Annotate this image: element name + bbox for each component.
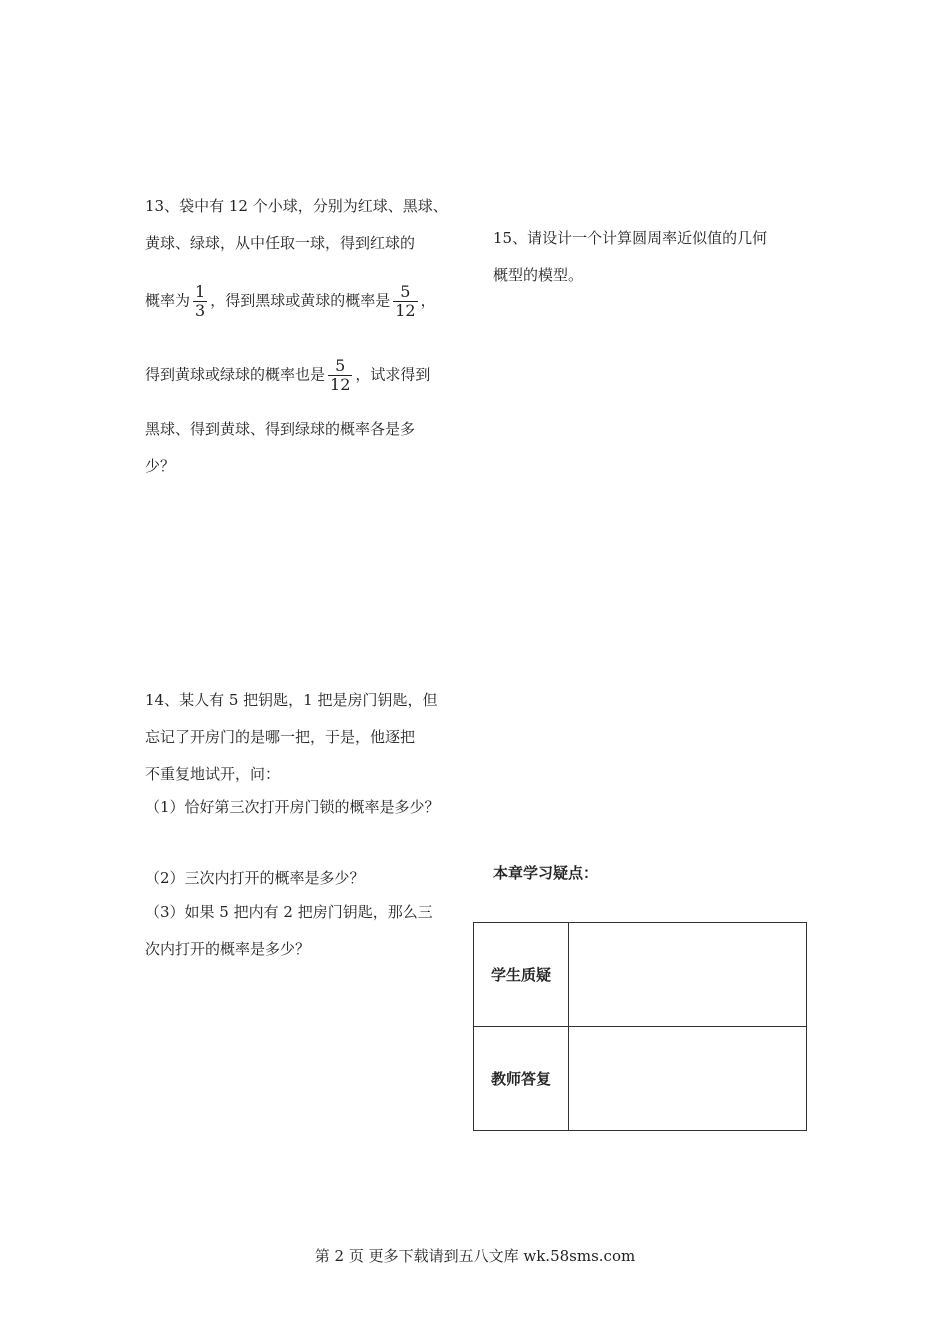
q14-line-2: 忘记了开房门的是哪一把，于是，他逐把 xyxy=(145,728,416,746)
q13-line-3 xyxy=(145,283,436,320)
q13-line-4 xyxy=(145,357,430,394)
q14-part-2: （2）三次内打开的概率是多少？ xyxy=(145,869,365,887)
table-row xyxy=(474,923,807,1027)
fraction-one-third xyxy=(193,283,207,320)
doubts-table xyxy=(473,922,807,1131)
q13-line-6: 少？ xyxy=(145,457,176,475)
q14-line-3: 不重复地试开，问： xyxy=(145,765,281,783)
q13-line-4-pre: 得到黄球或绿球的概率也是 xyxy=(145,365,326,384)
fraction-numerator: 1 xyxy=(195,282,206,301)
teacher-reply-cell[interactable] xyxy=(569,1027,807,1131)
q13-line-1: 13、袋中有 12 个小球，分别为红球、黑球、 xyxy=(145,197,448,215)
q13-line-3-pre: 概率为 xyxy=(145,291,191,310)
student-question-label: 学生质疑 xyxy=(474,923,569,1027)
doubts-title: 本章学习疑点： xyxy=(493,864,599,882)
fraction-denominator: 12 xyxy=(330,375,351,394)
q14-part-3-line-1: （3）如果 5 把内有 2 把房门钥匙，那么三 xyxy=(145,903,433,921)
q13-line-3-mid: ，得到黑球或黄球的概率是 xyxy=(210,291,391,310)
fraction-five-twelfths xyxy=(393,283,417,320)
q15-line-1: 15、请设计一个计算圆周率近似值的几何 xyxy=(493,229,768,247)
q14-part-3-line-2: 次内打开的概率是多少？ xyxy=(145,940,311,958)
q13-line-5: 黑球、得到黄球、得到绿球的概率各是多 xyxy=(145,420,416,438)
fraction-numerator: 5 xyxy=(328,357,352,376)
page-footer: 第 2 页 更多下载请到五八文库 wk.58sms.com xyxy=(314,1247,636,1265)
fraction-denominator: 3 xyxy=(195,301,206,320)
q14-line-1: 14、某人有 5 把钥匙，1 把是房门钥匙，但 xyxy=(145,691,438,709)
fraction-numerator: 5 xyxy=(393,283,417,302)
q13-line-2: 黄球、绿球，从中任取一球，得到红球的 xyxy=(145,234,416,252)
q14-part-1: （1）恰好第三次打开房门锁的概率是多少？ xyxy=(145,798,440,816)
teacher-reply-label: 教师答复 xyxy=(474,1027,569,1131)
q13-line-3-post: ， xyxy=(420,291,436,310)
q15-line-2: 概型的模型。 xyxy=(493,266,584,284)
q13-line-4-post: ，试求得到 xyxy=(355,365,431,384)
fraction-denominator: 12 xyxy=(395,301,416,320)
fraction-five-twelfths xyxy=(328,357,352,394)
student-question-cell[interactable] xyxy=(569,923,807,1027)
table-row xyxy=(474,1027,807,1131)
